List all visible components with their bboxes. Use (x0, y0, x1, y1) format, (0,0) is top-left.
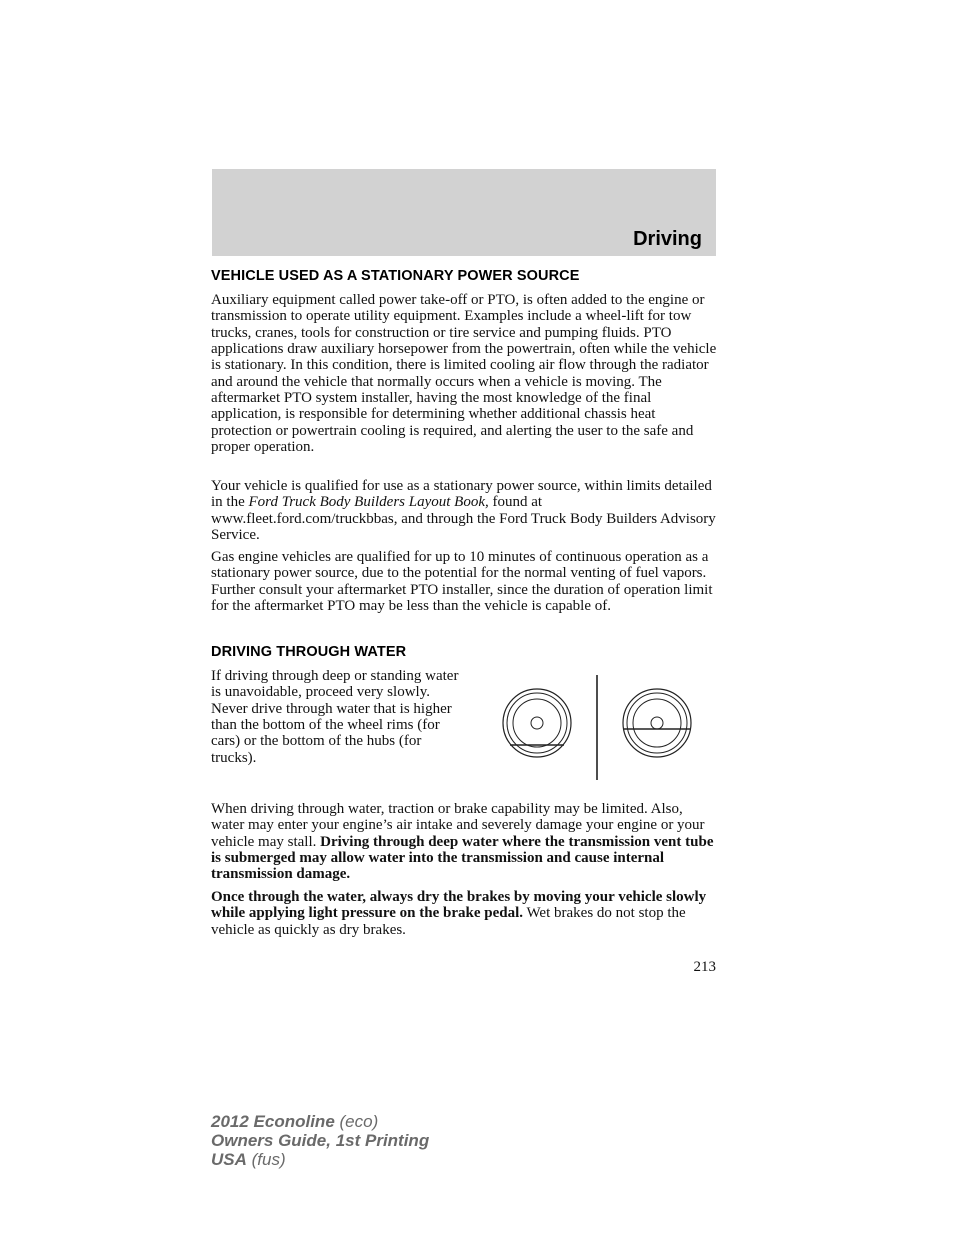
paragraph-traction-start: When driving through water, traction or brake capability may be limited. Also, water may enter your engine’s air intake and severely damage your engine or your vehicle may stall. (211, 801, 705, 850)
paragraph-dry-brakes-end: Wet brakes do not stop the vehicle as quickly as dry brakes. (211, 905, 686, 938)
section-title: Driving (633, 228, 702, 250)
paragraph-qualified (211, 478, 717, 543)
paragraph-gas-engine: Gas engine vehicles are qualified for up to 10 minutes of continuous operation as a stationary power source, due to the potential for the normal venting of fuel vapors. Further consult your aftermarket PTO installer, since the duration of operation limit for the aftermarket PTO may be less than the vehicle is capable of. (211, 549, 713, 615)
paragraph-qualified-start: Your vehicle is qualified for use as a stationary power source, within limits detailed in the (211, 478, 712, 511)
warning-transmission: Driving through deep water where the transmission vent tube is submerged may allow water into the transmission and cause internal transmission damage. (211, 833, 714, 883)
book-title: Ford Truck Body Builders Layout Book, (248, 494, 489, 511)
footer-model-code: (eco) (334, 1112, 379, 1131)
footer-guide: Owners Guide, 1st Printing (211, 1131, 430, 1150)
warning-dry-brakes: Once through the water, always dry the brakes by moving your vehicle slowly while applying light pressure on the brake pedal. (211, 889, 707, 922)
truck-wheel-icon (623, 689, 691, 757)
heading-driving-water: DRIVING THROUGH WATER (211, 644, 407, 660)
paragraph-pto: Auxiliary equipment called power take-off or PTO, is often added to the engine or transmission to operate utility equipment. Examples include a wheel-lift for tow trucks, cranes, tools for construction or tire service and pumping fluids. PTO applications draw auxiliary horsepower from the powertrain, often while the vehicle is stationary. In this condition, there is limited cooling air flow through the radiator and around the vehicle that normally occurs when a vehicle is moving. The aftermarket PTO system installer, having the most knowledge of the final application, is responsible for determining whether additional chassis heat protection or powertrain cooling is required, and alerting the user to the safe and proper operation. (211, 292, 717, 456)
footer-market-code: (fus) (246, 1150, 286, 1169)
paragraph-qualified-end: found at www.fleet.ford.com/truckbbas, and through the Ford Truck Body Builders Advisory Service. (211, 494, 716, 544)
footer-line-2 (211, 1131, 429, 1150)
car-wheel-icon (503, 689, 571, 757)
footer-line-3 (211, 1150, 429, 1169)
heading-stationary-power: VEHICLE USED AS A STATIONARY POWER SOURCE (211, 268, 580, 284)
footer-line-1 (211, 1112, 429, 1131)
section-header-band (212, 169, 716, 256)
paragraph-deep-water: If driving through deep or standing water is unavoidable, proceed very slowly. Never drive through water that is higher than the bottom of the wheel rims (for cars) or the bottom of the hubs (for trucks). (211, 668, 459, 766)
paragraph-traction (211, 801, 717, 883)
footer-model: 2012 Econoline (211, 1112, 335, 1131)
paragraph-dry-brakes (211, 889, 717, 938)
footer (211, 1112, 429, 1169)
footer-market: USA (211, 1150, 247, 1169)
wheel-water-level-diagram-icon (490, 672, 714, 784)
page-number: 213 (693, 959, 716, 975)
